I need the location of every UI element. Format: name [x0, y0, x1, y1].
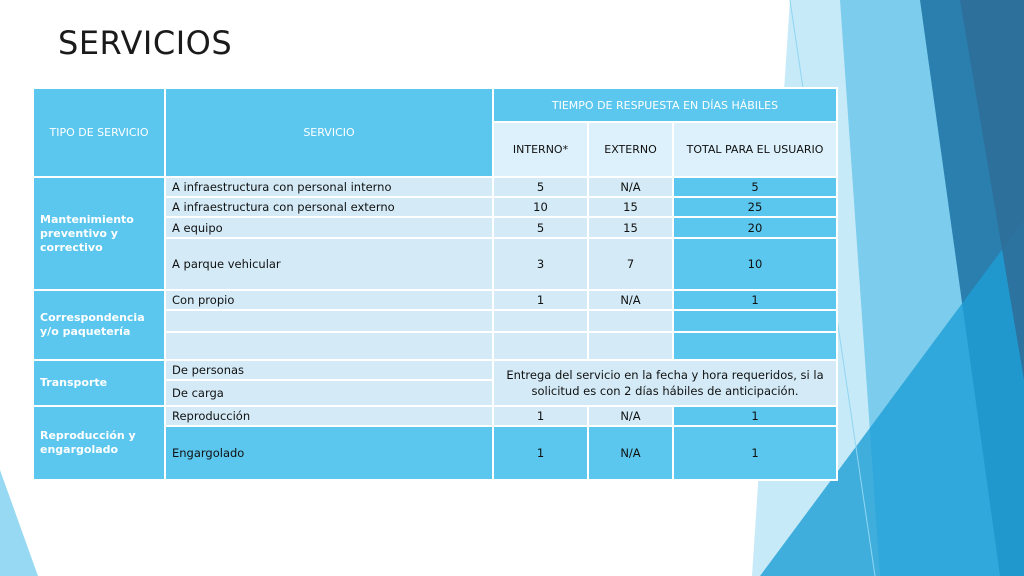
cell-interno: 10 [493, 197, 588, 217]
cell-empty [588, 332, 673, 360]
cell-externo: 15 [588, 197, 673, 217]
header-total: TOTAL PARA EL USUARIO [673, 122, 837, 177]
cell-servicio: Reproducción [165, 406, 493, 426]
cell-servicio: A parque vehicular [165, 238, 493, 290]
group-reproduccion: Reproducción y engargolado [33, 406, 165, 480]
cell-interno: 5 [493, 217, 588, 238]
cell-interno: 3 [493, 238, 588, 290]
cell-interno: 1 [493, 406, 588, 426]
cell-externo: 7 [588, 238, 673, 290]
cell-externo: 15 [588, 217, 673, 238]
cell-empty [165, 310, 493, 332]
cell-empty [493, 310, 588, 332]
cell-interno: 1 [493, 426, 588, 480]
page-title: SERVICIOS [58, 24, 233, 62]
table-row [33, 406, 837, 426]
cell-empty [673, 332, 837, 360]
services-table [32, 87, 838, 481]
header-interno: INTERNO* [493, 122, 588, 177]
cell-total: 25 [673, 197, 837, 217]
cell-servicio: De personas [165, 360, 493, 380]
cell-servicio: A infraestructura con personal interno [165, 177, 493, 197]
group-correspondencia: Correspondencia y/o paquetería [33, 290, 165, 360]
header-tiempo: TIEMPO DE RESPUESTA EN DÍAS HÁBILES [493, 88, 837, 122]
cell-empty [165, 332, 493, 360]
cell-total: 1 [673, 290, 837, 310]
cell-externo: N/A [588, 426, 673, 480]
transporte-note: Entrega del servicio en la fecha y hora requeridos, si la solicitud es con 2 días hábiles de anticipación. [493, 360, 837, 406]
cell-servicio: A equipo [165, 217, 493, 238]
cell-total: 1 [673, 426, 837, 480]
cell-servicio: A infraestructura con personal externo [165, 197, 493, 217]
cell-total: 10 [673, 238, 837, 290]
deco-left-corner [0, 470, 38, 576]
table-row [33, 290, 837, 310]
cell-empty [673, 310, 837, 332]
cell-externo: N/A [588, 290, 673, 310]
cell-servicio: De carga [165, 380, 493, 406]
cell-interno: 1 [493, 290, 588, 310]
header-servicio: SERVICIO [165, 88, 493, 177]
cell-total: 20 [673, 217, 837, 238]
cell-servicio: Con propio [165, 290, 493, 310]
group-mantenimiento: Mantenimiento preventivo y correctivo [33, 177, 165, 290]
table-row [33, 360, 837, 380]
table-row [33, 177, 837, 197]
cell-externo: N/A [588, 406, 673, 426]
cell-interno: 5 [493, 177, 588, 197]
cell-externo: N/A [588, 177, 673, 197]
cell-empty [588, 310, 673, 332]
header-externo: EXTERNO [588, 122, 673, 177]
cell-servicio: Engargolado [165, 426, 493, 480]
cell-empty [493, 332, 588, 360]
group-transporte: Transporte [33, 360, 165, 406]
header-tipo: TIPO DE SERVICIO [33, 88, 165, 177]
header-row [33, 88, 837, 122]
cell-total: 5 [673, 177, 837, 197]
cell-total: 1 [673, 406, 837, 426]
